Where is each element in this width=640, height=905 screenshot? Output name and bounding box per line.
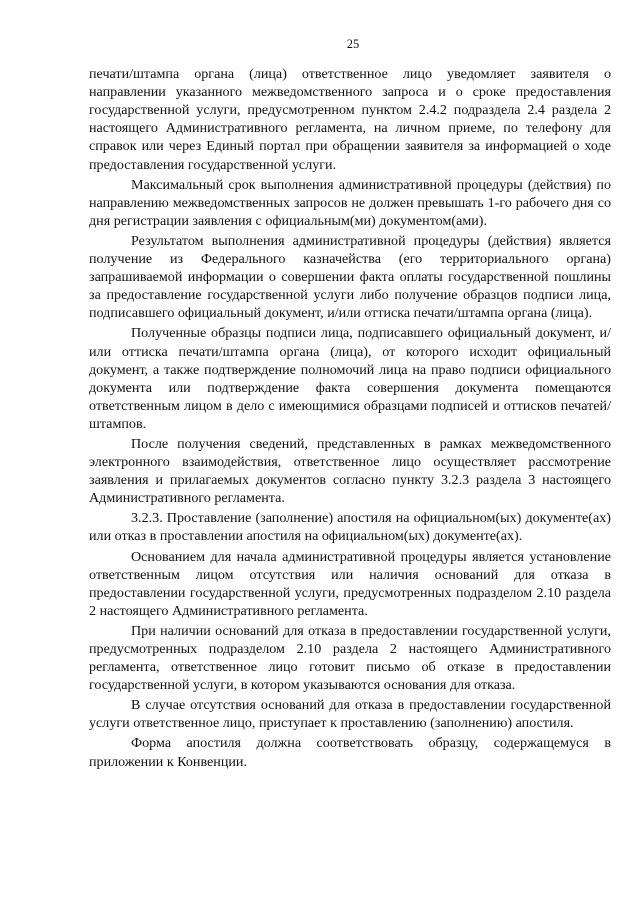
page-number: 25 [346, 37, 360, 51]
paragraph-1: печати/штампа органа (лица) ответственное лицо уведомляет заявителя о направлении указанного межведомственного запроса и о сроке предоставления государственной услуги, предусмотренном пунктом 2.4.2 подраздела 2.4 раздела 2 настоящего Административного регламента, на личном приеме, по телефону для справок или через Единый портал при обращении заявителя за информацией о ходе предоставления государственной услуги. [89, 66, 611, 173]
paragraph-7: Основанием для начала административной процедуры является установление ответственным лицом отсутствия или наличия оснований для отказа в предоставлении государственной услуги, предусмотренных подразделом 2.10 раздела 2 настоящего Административного регламента. [89, 548, 611, 619]
paragraph-3: Результатом выполнения административной процедуры (действия) является получение из Федерального казначейства (его территориального органа) запрашиваемой информации о совершении факта оплаты государственной пошлины за предоставление государственной услуги либо получение образцов подписи лица, подписавшего официальный документ, и/или оттиска печати/штампа органа (лица). [89, 232, 611, 322]
paragraph-4: Полученные образцы подписи лица, подписавшего официальный документ, и/или оттиска печати/штампа органа (лица), от которого исходит официальный документ, а также подтверждение полномочий лица на право подписи официального документа или подтверждение факта совершения документа помещаются ответственным лицом в дело с имеющимися образцами подписей и оттисков печатей/штампов. [89, 325, 611, 432]
paragraph-6: 3.2.3. Проставление (заполнение) апостиля на официальном(ых) документе(ах) или отказ в проставлении апостиля на официальном(ых) документе(ах). [89, 510, 611, 545]
document-page [89, 35, 611, 773]
paragraph-5: После получения сведений, представленных в рамках межведомственного электронного взаимодействия, ответственное лицо осуществляет рассмотрение заявления и прилагаемых документов согласно пункту 3.2.3 раздела 3 настоящего Административного регламента. [89, 435, 611, 507]
paragraph-9: В случае отсутствия оснований для отказа в предоставлении государственной услуги ответственное лицо, приступает к проставлению (заполнению) апостиля. [89, 697, 611, 732]
paragraph-10: Форма апостиля должна соответствовать образцу, содержащемуся в приложении к Конвенции. [89, 735, 611, 770]
paragraph-8: При наличии оснований для отказа в предоставлении государственной услуги, предусмотренных подразделом 2.10 раздела 2 настоящего Административного регламента, ответственное лицо готовит письмо об отказе в предоставлении государственной услуги, в котором указываются основания для отказа. [89, 622, 611, 694]
paragraph-2: Максимальный срок выполнения административной процедуры (действия) по направлению межведомственных запросов не должен превышать 1-го рабочего дня со дня регистрации заявления с официальным(ми) документом(ами). [89, 176, 611, 229]
